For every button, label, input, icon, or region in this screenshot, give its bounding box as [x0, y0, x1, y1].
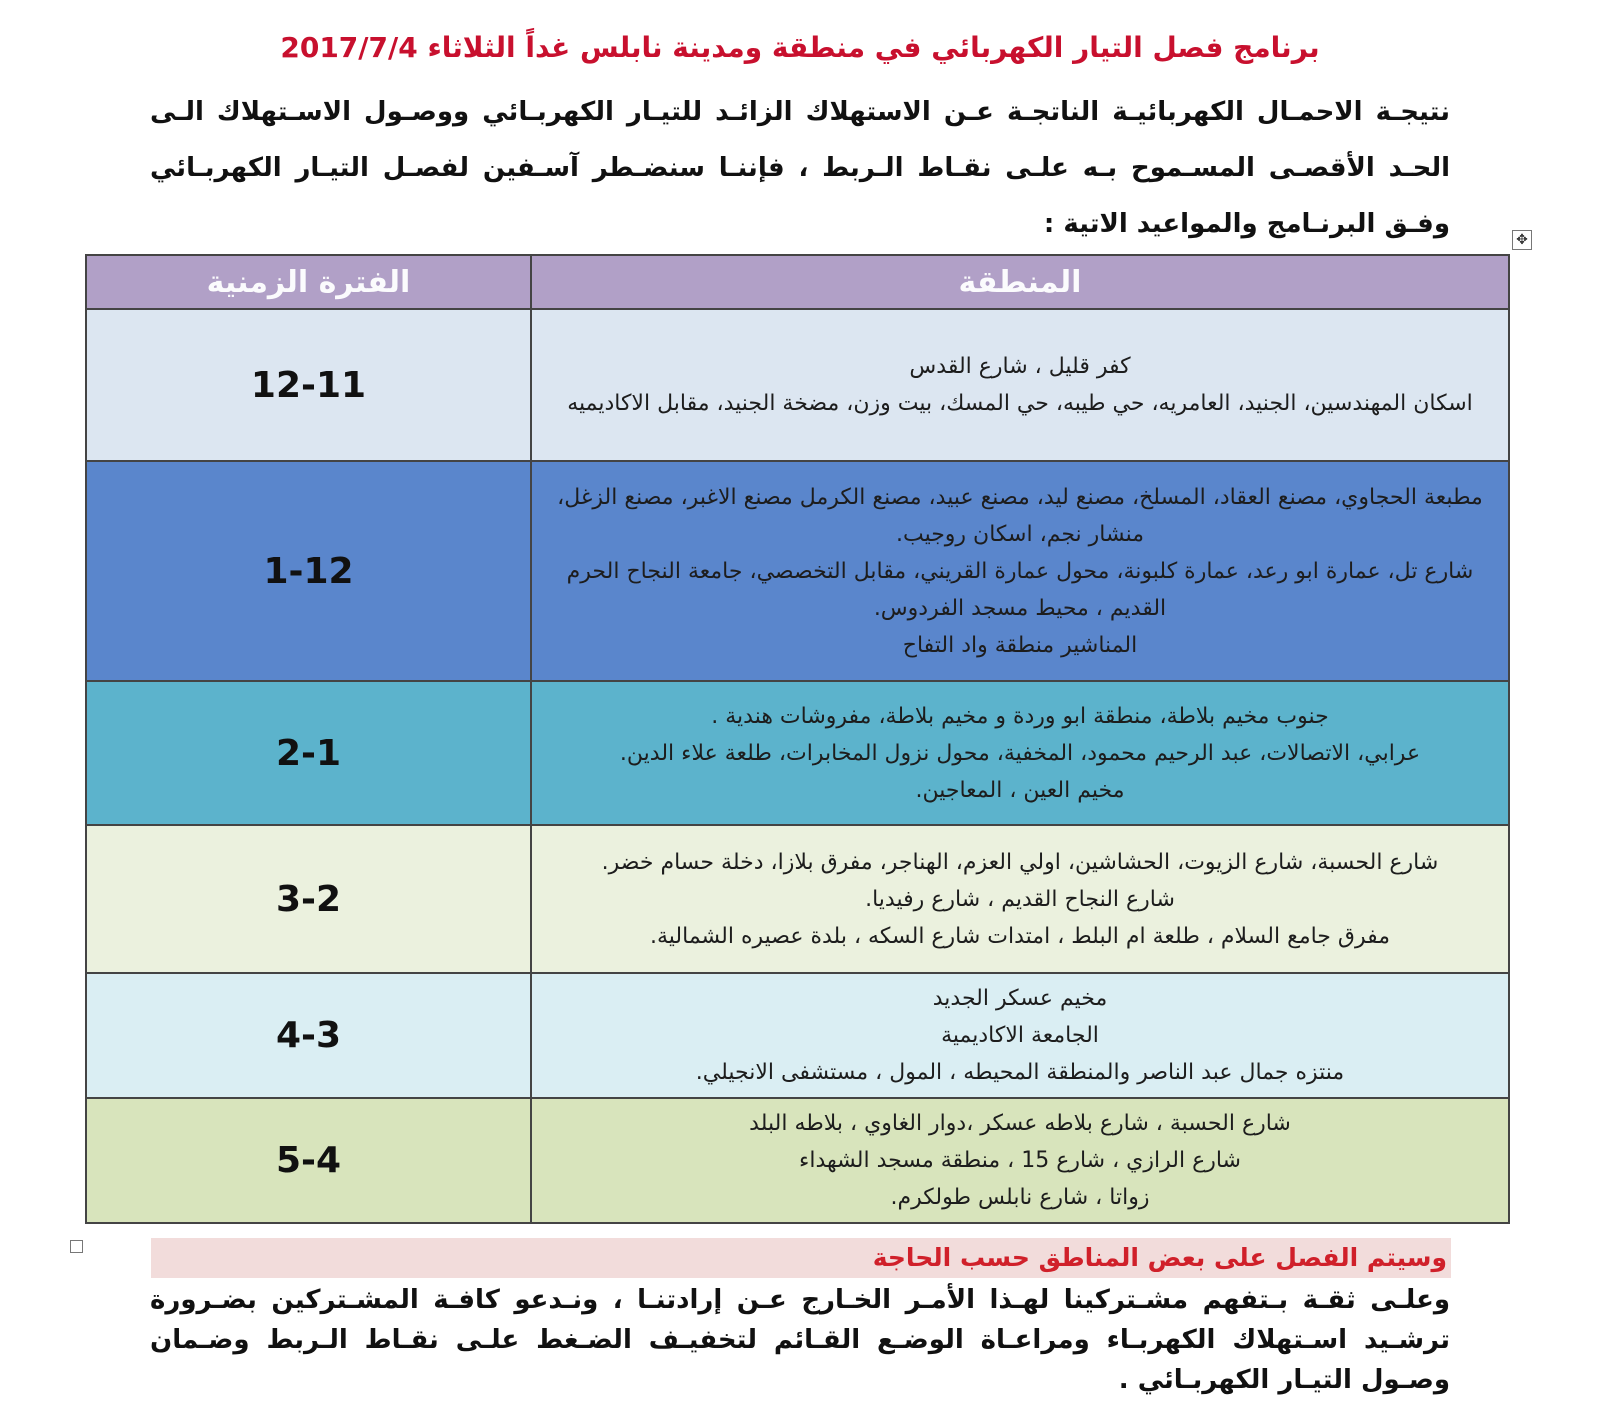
table-resize-handle-icon[interactable]	[70, 1240, 83, 1253]
table-row	[86, 825, 1509, 973]
table-row	[86, 1098, 1509, 1223]
table-row	[86, 973, 1509, 1098]
header-area: المنطقة	[531, 255, 1509, 309]
schedule-table	[85, 254, 1510, 1224]
area-line: مفرق جامع السلام ، طلعة ام البلط ، امتدات شارع السكه ، بلدة عصيره الشمالية.	[649, 923, 1391, 949]
row-period-cell	[86, 825, 531, 973]
row-period-cell	[86, 681, 531, 825]
table-move-handle-icon[interactable]: ✥	[1512, 230, 1532, 250]
area-line: شارع تل، عمارة ابو رعد، عمارة كلبونة، محول عمارة القريني، مقابل التخصصي، جامعة النجاح الحرم القديم ، محيط مسجد الفردوس.	[566, 558, 1474, 621]
area-line: المناشير منطقة واد التفاح	[902, 632, 1138, 658]
area-line: جنوب مخيم بلاطة، منطقة ابو وردة و مخيم بلاطة، مفروشات هندية .	[711, 703, 1329, 729]
area-line: شارع النجاح القديم ، شارع رفيديا.	[865, 886, 1175, 912]
area-line: شارع الرازي ، شارع 15 ، منطقة مسجد الشهداء	[799, 1148, 1241, 1173]
table-row	[86, 461, 1509, 681]
header-period: الفترة الزمنية	[86, 255, 531, 309]
area-line: شارع الحسبة ، شارع بلاطه عسكر ،دوار الغاوي ، بلاطه البلد	[749, 1111, 1291, 1136]
table-header-row	[86, 255, 1509, 309]
period-text: 5-4	[275, 1140, 342, 1181]
area-line: مخيم العين ، المعاجين.	[915, 777, 1125, 803]
area-line: مطبعة الحجاوي، مصنع العقاد، المسلخ، مصنع ليد، مصنع عبيد، مصنع الكرمل مصنع الاغبر، مصنع الزغل، منشار نجم، اسكان روجيب.	[557, 484, 1483, 547]
period-text: 3-2	[275, 878, 342, 920]
table-row	[86, 681, 1509, 825]
area-line: زواتا ، شارع نابلس طولكرم.	[890, 1185, 1150, 1210]
row-areas-cell	[531, 1098, 1509, 1223]
area-line: كفر قليل ، شارع القدس	[909, 354, 1131, 379]
row-areas-cell	[531, 461, 1509, 681]
row-areas-cell	[531, 825, 1509, 973]
period-text: 12-11	[250, 364, 367, 406]
intro-paragraph: نتيجـة الاحمـال الكهربائيـة الناتجـة عـن الاستهلاك الزائـد للتيـار الكهربـائي ووصـول الاسـتهلاك الـى الحـد الأقصـى المسـموح بـه علـى نقـاط الـربط ، فإننـا سنضـطر آسـفين لفصـل التيـار الكهربـائي وفـق البرنـامج والمواعيد الاتية :	[150, 97, 1450, 239]
area-line: مخيم عسكر الجديد	[932, 986, 1108, 1011]
area-line: الجامعة الاكاديمية	[941, 1023, 1099, 1048]
row-areas-cell	[531, 973, 1509, 1098]
page-title: برنامج فصل التيار الكهربائي في منطقة ومدينة نابلس غداً الثلاثاء 2017/7/4	[280, 31, 1320, 64]
area-line: منتزه جمال عبد الناصر والمنطقة المحيطه ، المول ، مستشفى الانجيلي.	[695, 1060, 1345, 1085]
row-period-cell	[86, 973, 531, 1098]
closing-paragraph: وعلـى ثقـة بـتفهم مشـتركينا لهـذا الأمـر الخـارج عـن إرادتنـا ، ونـدعو كافـة المشـتركين بضـرورة ترشـيد اسـتهلاك الكهربـاء ومراعـاة الوضـع القـائم لتخفيـف الضـغط علـى نقـاط الـربط وضـمان وصـول التيـار الكهربـائي .	[150, 1285, 1450, 1395]
area-line: عرابي، الاتصالات، عبد الرحيم محمود، المخفية، محول نزول المخابرات، طلعة علاء الدين.	[619, 740, 1421, 766]
row-period-cell	[86, 461, 531, 681]
area-line: شارع الحسبة، شارع الزيوت، الحشاشين، اولي العزم، الهناجر، مفرق بلازا، دخلة حسام خضر.	[601, 849, 1439, 875]
note-banner: وسيتم الفصل على بعض المناطق حسب الحاجة	[151, 1238, 1451, 1278]
row-period-cell	[86, 309, 531, 461]
row-areas-cell	[531, 681, 1509, 825]
row-areas-cell	[531, 309, 1509, 461]
row-period-cell	[86, 1098, 531, 1223]
table-row	[86, 309, 1509, 461]
period-text: 2-1	[275, 732, 342, 774]
period-text: 4-3	[275, 1015, 342, 1056]
period-text: 1-12	[263, 550, 354, 592]
area-line: اسكان المهندسين، الجنيد، العامريه، حي طيبه، حي المسك، بيت وزن، مضخة الجنيد، مقابل الاكاديميه	[567, 391, 1473, 416]
